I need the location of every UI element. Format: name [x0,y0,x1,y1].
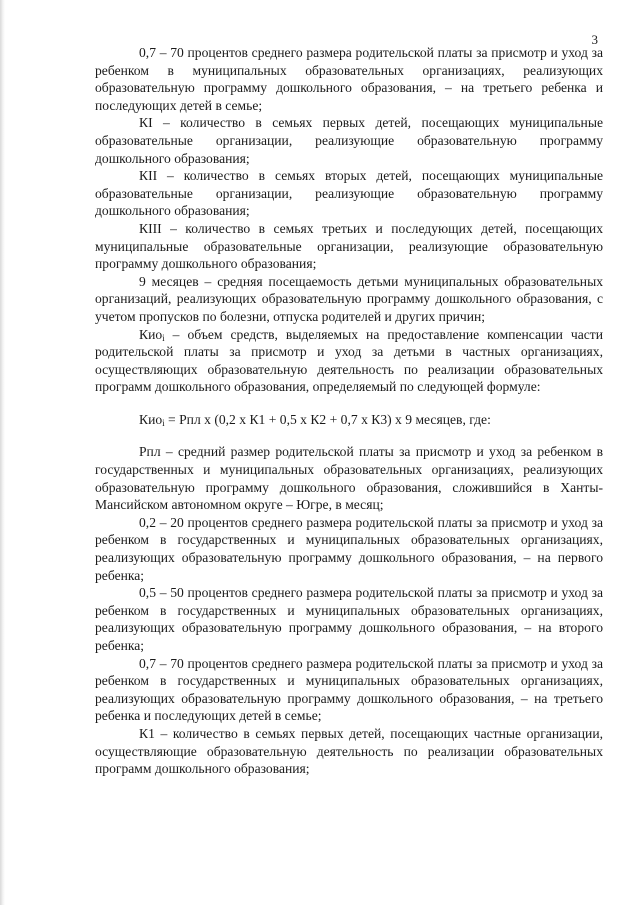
paragraph-k1-definition: КI – количество в семьях первых детей, посещающих муниципальные образовательные организации, реализующие образовательную программу дошкольного образования; [95,115,603,166]
paragraph-coefficient-05: 0,5 – 50 процентов среднего размера родительской платы за присмотр и уход за ребенком в государственных и муниципальных образовательных организациях, реализующих образовательную программу дошкольного образования, – на второго ребенка; [95,585,603,653]
formula-lhs: Кио [139,411,163,427]
kio-subscript: i [162,332,165,343]
paragraph-coefficient-02: 0,2 – 20 процентов среднего размера родительской платы за присмотр и уход за ребенком в государственных и муниципальных образовательных организациях, реализующих образовательную программу дошкольного образования, – на первого ребенка; [95,514,603,583]
kio-definition-text: – объем средств, выделяемых на предоставление компенсации части родительской платы за присмотр и уход за детьми в частных организациях, осуществляющих образовательную деятельность по реализации образовательных программ дошкольного образования, определяемый по следующей формуле: [95,326,603,395]
document-body [95,44,603,778]
paragraph-rpl-definition: Рпл – средний размер родительской платы за присмотр и уход за ребенком в государственных и муниципальных образовательных организациях, реализующих образовательную программу дошкольного образования, сложившийся в Ханты-Мансийском автономном округе – Югре, в месяц; [95,444,603,513]
formula-subscript: i [162,417,165,428]
kio-symbol: Кио [139,326,163,342]
page-number: 3 [591,32,598,47]
paragraph-coefficient-07: 0,7 – 70 процентов среднего размера родительской платы за присмотр и уход за ребенком в муниципальных образовательных организациях, реализующих образовательную программу дошкольного образования, – на третьего ребенка и последующих детей в семье; [95,45,603,113]
paragraph-nine-months: 9 месяцев – средняя посещаемость детьми муниципальных образовательных организаций, реализующих образовательную программу дошкольного образования, с учетом пропусков по болезни, отпуска родителей и других причин; [95,273,603,324]
scan-edge-shadow [0,0,5,905]
formula-rhs: = Рпл х (0,2 х К1 + 0,5 х К2 + 0,7 х К3) х 9 месяцев, где: [164,411,491,427]
paragraph-k2-definition: КII – количество в семьях вторых детей, посещающих муниципальные образовательные организации, реализующие образовательную программу дошкольного образования; [95,168,603,219]
paragraph-coefficient-07-private: 0,7 – 70 процентов среднего размера родительской платы за присмотр и уход за ребенком в государственных и муниципальных образовательных организациях, реализующих образовательную программу дошкольного образования, – на третьего ребенка и последующих детей в семье; [95,655,603,724]
formula [95,411,603,429]
paragraph-k1-private-definition: К1 – количество в семьях первых детей, посещающих частные организации, осуществляющие образовательную деятельность по реализации образовательных программ дошкольного образования; [95,725,603,777]
paragraph-k3-definition: КIII – количество в семьях третьих и последующих детей, посещающих муниципальные образовательные организации, реализующие образовательную программу дошкольного образования; [95,220,603,272]
paragraph-kio-definition [95,326,603,396]
